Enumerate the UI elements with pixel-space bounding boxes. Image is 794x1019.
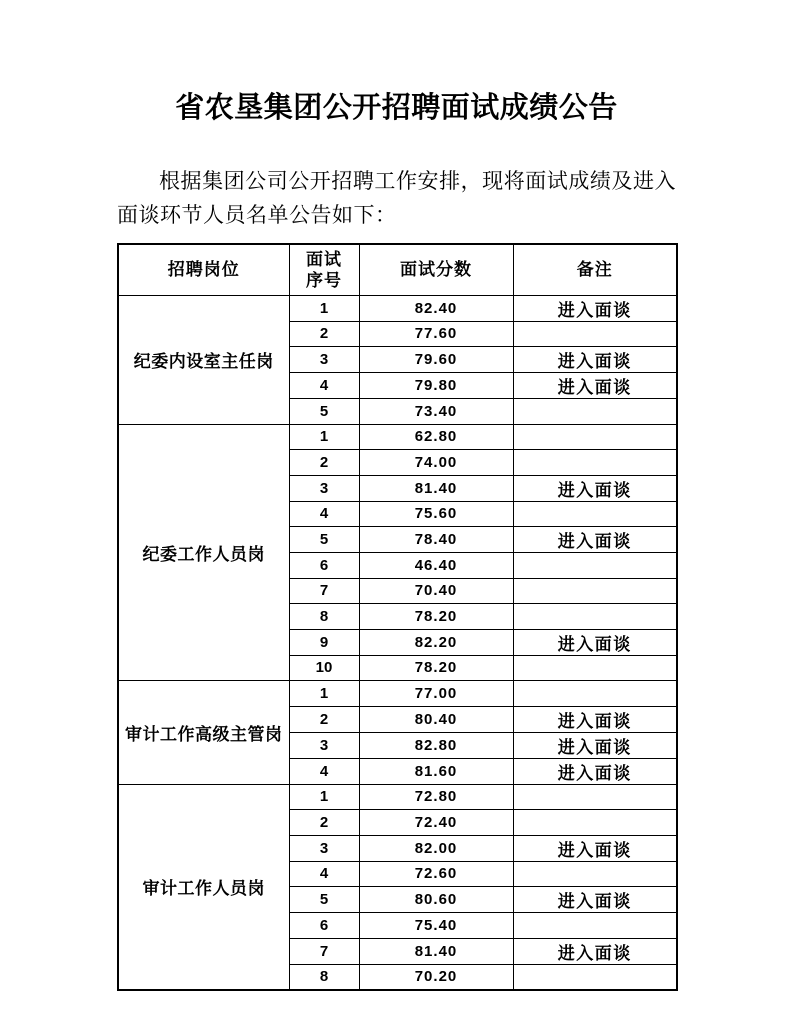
seq-cell: 3 (289, 732, 359, 758)
seq-cell: 2 (289, 810, 359, 836)
remark-cell (513, 784, 677, 810)
seq-cell: 4 (289, 501, 359, 527)
remark-cell (513, 321, 677, 347)
seq-cell: 1 (289, 681, 359, 707)
seq-cell: 1 (289, 784, 359, 810)
table-header-row (118, 244, 677, 295)
seq-cell: 2 (289, 321, 359, 347)
score-cell: 46.40 (359, 553, 513, 579)
score-cell: 82.20 (359, 629, 513, 655)
score-cell: 77.00 (359, 681, 513, 707)
remark-cell: 进入面谈 (513, 732, 677, 758)
column-header-position: 招聘岗位 (118, 244, 289, 295)
score-cell: 81.40 (359, 938, 513, 964)
seq-cell: 1 (289, 295, 359, 321)
score-cell: 81.40 (359, 475, 513, 501)
score-cell: 79.80 (359, 373, 513, 399)
score-cell: 70.20 (359, 964, 513, 990)
seq-cell: 4 (289, 758, 359, 784)
remark-cell: 进入面谈 (513, 295, 677, 321)
seq-cell: 3 (289, 347, 359, 373)
score-cell: 82.80 (359, 732, 513, 758)
position-cell: 纪委内设室主任岗 (118, 295, 289, 424)
seq-cell: 9 (289, 629, 359, 655)
position-cell: 纪委工作人员岗 (118, 424, 289, 681)
remark-cell: 进入面谈 (513, 706, 677, 732)
score-cell: 75.60 (359, 501, 513, 527)
seq-cell: 8 (289, 964, 359, 990)
seq-cell: 4 (289, 373, 359, 399)
seq-cell: 7 (289, 578, 359, 604)
score-table (117, 243, 678, 991)
seq-cell: 10 (289, 655, 359, 681)
column-header-remark: 备注 (513, 244, 677, 295)
table-row (118, 295, 677, 321)
remark-cell: 进入面谈 (513, 527, 677, 553)
score-cell: 75.40 (359, 913, 513, 939)
column-header-interview-score: 面试分数 (359, 244, 513, 295)
score-cell: 62.80 (359, 424, 513, 450)
table-row (118, 681, 677, 707)
seq-cell: 5 (289, 399, 359, 425)
seq-cell: 5 (289, 887, 359, 913)
score-cell: 72.60 (359, 861, 513, 887)
score-cell: 79.60 (359, 347, 513, 373)
score-cell: 73.40 (359, 399, 513, 425)
seq-cell: 6 (289, 553, 359, 579)
remark-cell: 进入面谈 (513, 758, 677, 784)
intro-paragraph: 根据集团公司公开招聘工作安排，现将面试成绩及进入面谈环节人员名单公告如下： (117, 169, 676, 227)
seq-cell: 7 (289, 938, 359, 964)
score-cell: 77.60 (359, 321, 513, 347)
seq-cell: 6 (289, 913, 359, 939)
remark-cell (513, 964, 677, 990)
page-title: 省农垦集团公开招聘面试成绩公告 (175, 92, 618, 124)
score-cell: 82.40 (359, 295, 513, 321)
seq-cell: 2 (289, 706, 359, 732)
remark-cell (513, 810, 677, 836)
score-cell: 80.60 (359, 887, 513, 913)
seq-cell: 8 (289, 604, 359, 630)
remark-cell (513, 578, 677, 604)
seq-cell: 5 (289, 527, 359, 553)
remark-cell: 进入面谈 (513, 938, 677, 964)
score-cell: 78.20 (359, 655, 513, 681)
remark-cell: 进入面谈 (513, 347, 677, 373)
remark-cell: 进入面谈 (513, 887, 677, 913)
remark-cell (513, 655, 677, 681)
seq-cell: 1 (289, 424, 359, 450)
remark-cell: 进入面谈 (513, 629, 677, 655)
score-cell: 70.40 (359, 578, 513, 604)
remark-cell (513, 861, 677, 887)
score-cell: 82.00 (359, 835, 513, 861)
score-cell: 78.20 (359, 604, 513, 630)
score-cell: 81.60 (359, 758, 513, 784)
position-cell: 审计工作高级主管岗 (118, 681, 289, 785)
position-cell: 审计工作人员岗 (118, 784, 289, 990)
score-cell: 74.00 (359, 450, 513, 476)
remark-cell (513, 681, 677, 707)
document-content (117, 0, 676, 991)
remark-cell (513, 501, 677, 527)
remark-cell: 进入面谈 (513, 835, 677, 861)
remark-cell: 进入面谈 (513, 373, 677, 399)
seq-cell: 4 (289, 861, 359, 887)
remark-cell: 进入面谈 (513, 475, 677, 501)
remark-cell (513, 913, 677, 939)
table-row (118, 784, 677, 810)
remark-cell (513, 399, 677, 425)
remark-cell (513, 604, 677, 630)
seq-cell: 3 (289, 835, 359, 861)
table-row (118, 424, 677, 450)
score-table-body (118, 295, 677, 990)
score-cell: 72.80 (359, 784, 513, 810)
score-cell: 78.40 (359, 527, 513, 553)
remark-cell (513, 424, 677, 450)
seq-cell: 2 (289, 450, 359, 476)
remark-cell (513, 553, 677, 579)
score-cell: 80.40 (359, 706, 513, 732)
score-cell: 72.40 (359, 810, 513, 836)
remark-cell (513, 450, 677, 476)
column-header-interview-number: 面试序号 (289, 244, 359, 295)
seq-cell: 3 (289, 475, 359, 501)
